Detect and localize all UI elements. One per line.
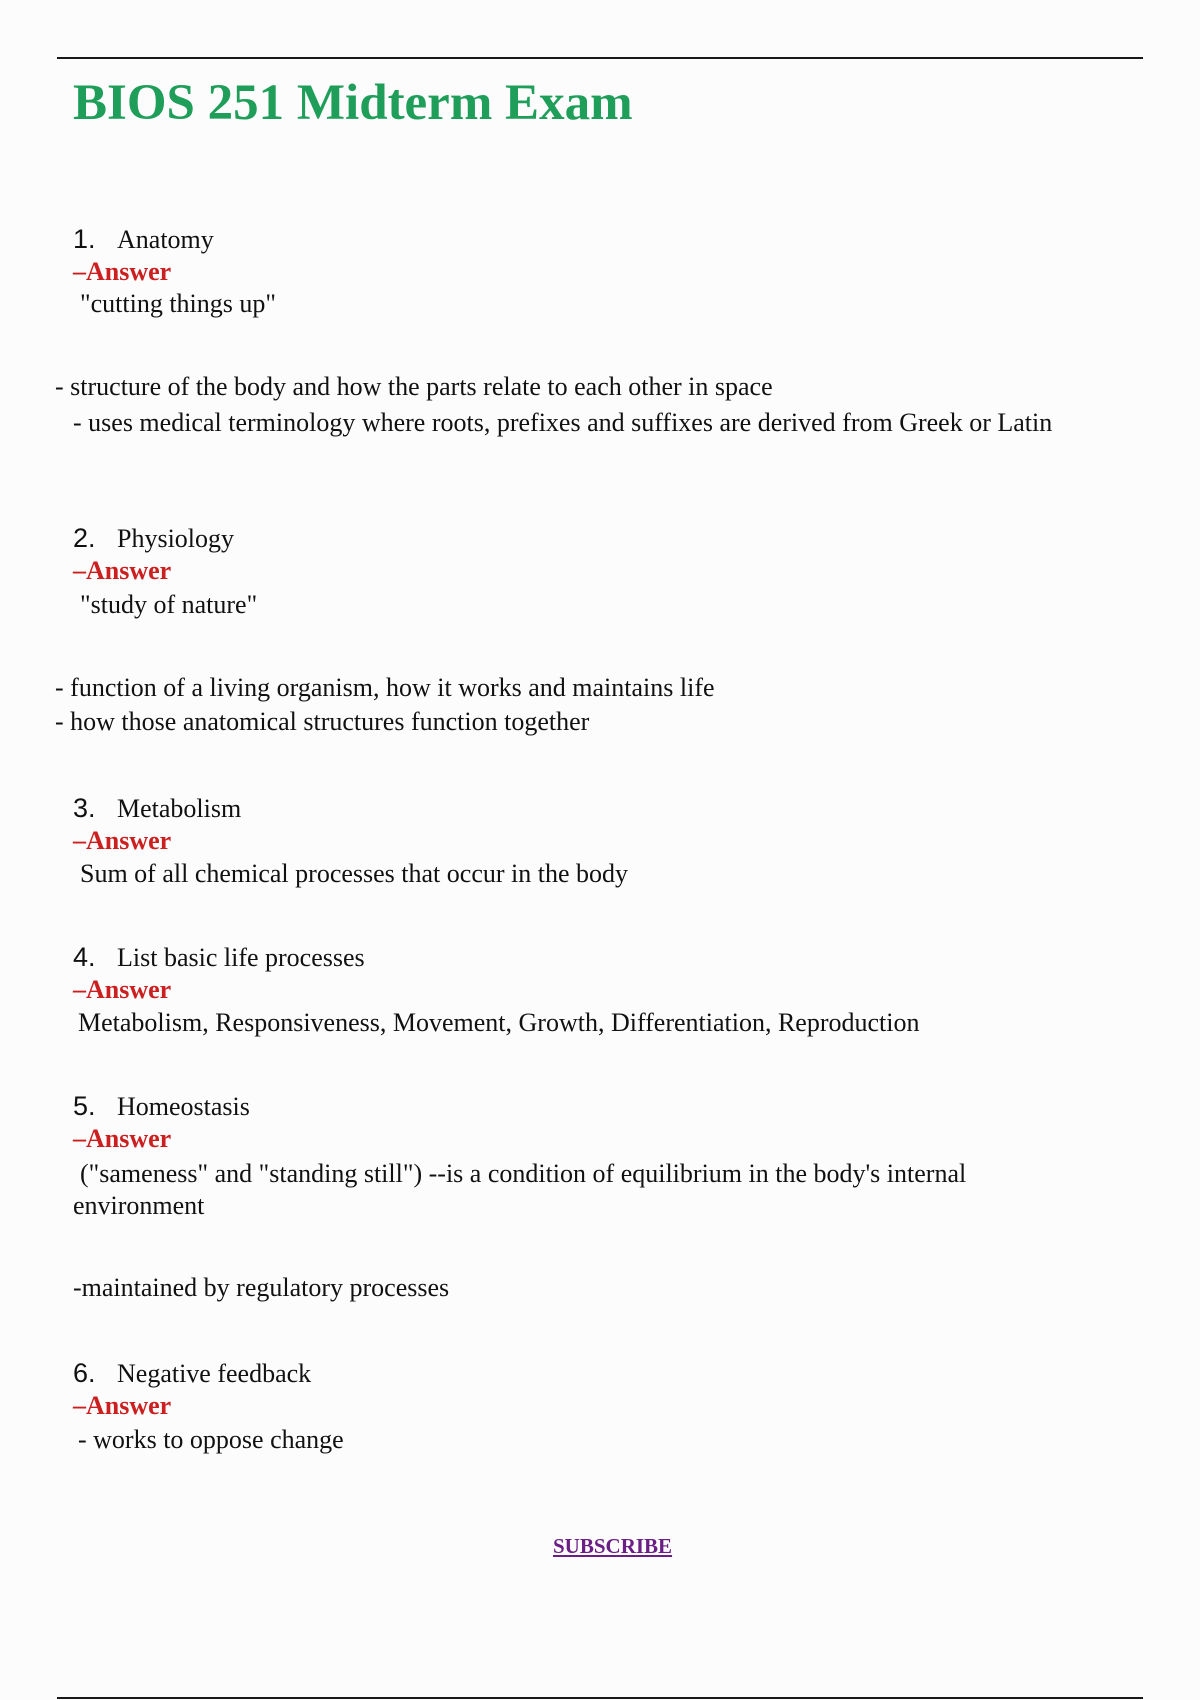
- answer-label: –Answer: [73, 826, 172, 855]
- subscribe-link[interactable]: SUBSCRIBE: [553, 1534, 673, 1558]
- answer-label: –Answer: [73, 1124, 172, 1153]
- question-term: Physiology: [117, 524, 235, 553]
- answer-label: –Answer: [73, 975, 172, 1004]
- page-title: BIOS 251 Midterm Exam: [73, 75, 633, 131]
- question-4: [73, 941, 365, 974]
- detail-line: - uses medical terminology where roots, prefixes and suffixes are derived from Greek or Latin: [73, 408, 1053, 437]
- question-number: 3.: [73, 793, 96, 823]
- question-1: [73, 223, 214, 256]
- answer-label: –Answer: [73, 556, 172, 585]
- question-3: [73, 792, 241, 825]
- bottom-rule: [57, 1697, 1143, 1699]
- answer-text: Metabolism, Responsiveness, Movement, Growth, Differentiation, Reproduction: [78, 1008, 920, 1037]
- question-number: 2.: [73, 523, 96, 553]
- detail-line: -maintained by regulatory processes: [73, 1273, 450, 1302]
- question-number: 1.: [73, 224, 96, 254]
- answer-label: –Answer: [73, 257, 172, 286]
- detail-line: - how those anatomical structures function together: [55, 707, 590, 736]
- detail-line: - structure of the body and how the parts relate to each other in space: [55, 372, 773, 401]
- answer-label: –Answer: [73, 1391, 172, 1420]
- question-term: Homeostasis: [117, 1092, 250, 1121]
- answer-text: ("sameness" and "standing still") --is a condition of equilibrium in the body's internal environment: [73, 1159, 967, 1220]
- question-6: [73, 1357, 311, 1390]
- question-number: 6.: [73, 1358, 96, 1388]
- question-term: Negative feedback: [117, 1359, 312, 1388]
- answer-text: "study of nature": [80, 590, 258, 619]
- question-2: [73, 522, 234, 555]
- question-number: 5.: [73, 1091, 96, 1121]
- detail-line: - function of a living organism, how it works and maintains life: [55, 673, 715, 702]
- question-5: [73, 1090, 250, 1123]
- question-term: List basic life processes: [117, 943, 365, 972]
- question-term: Anatomy: [117, 225, 214, 254]
- top-rule: [57, 57, 1143, 59]
- answer-text: - works to oppose change: [78, 1425, 344, 1454]
- answer-text: "cutting things up": [80, 289, 277, 318]
- answer-text: Sum of all chemical processes that occur in the body: [80, 859, 629, 888]
- question-term: Metabolism: [117, 794, 242, 823]
- question-number: 4.: [73, 942, 96, 972]
